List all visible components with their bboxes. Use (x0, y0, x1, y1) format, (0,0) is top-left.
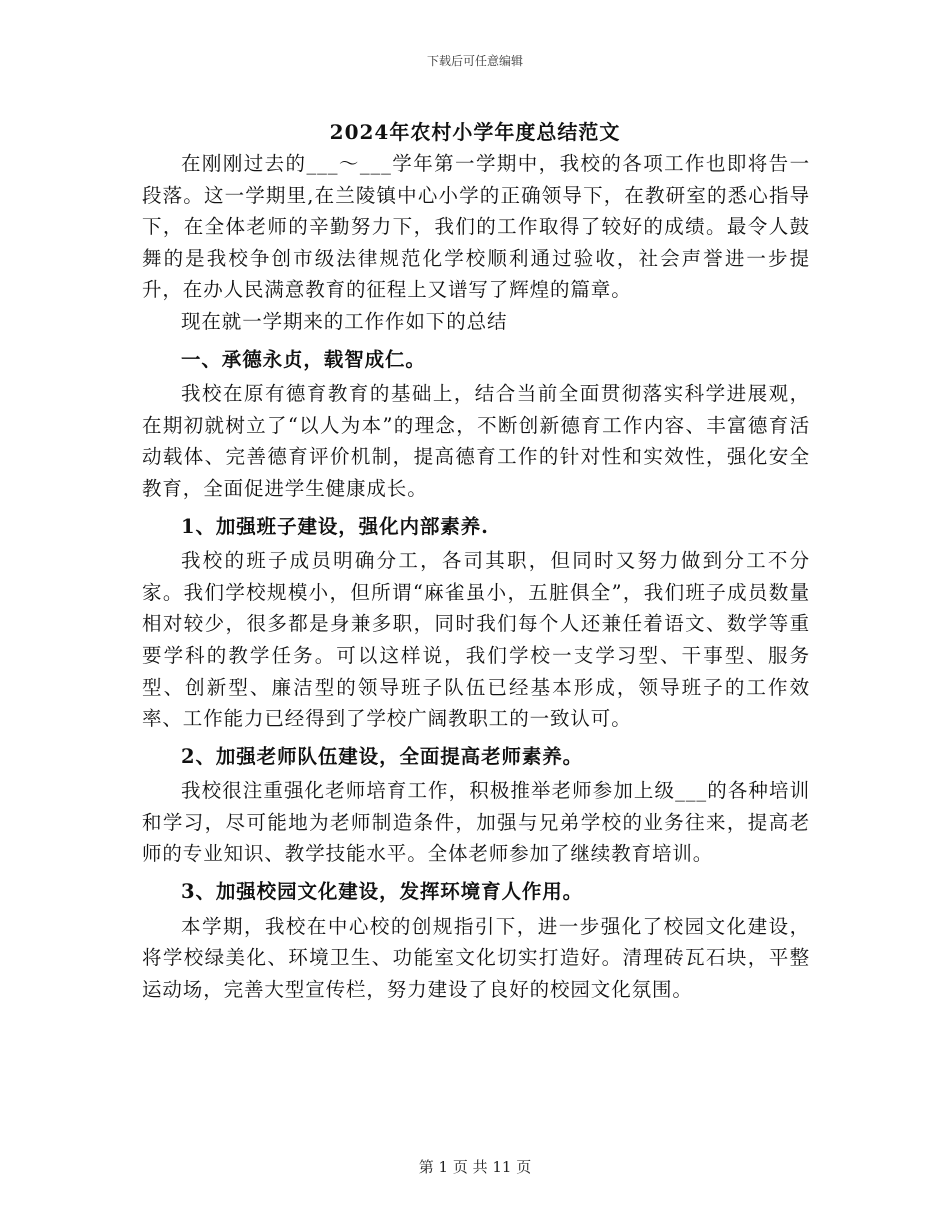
campus-culture-paragraph: 本学期，我校在中心校的创规指引下，进一步强化了校园文化建设，将学校绿美化、环境卫生、功能室文化切实打造好。清理砖瓦石块，平整运动场，完善大型宣传栏，努力建设了良好的校园文化氛围。 (142, 914, 810, 1001)
page-number: 第 1 页 共 11 页 (418, 1158, 532, 1176)
section-heading-moral-education: 一、承德永贞，载智成仁。 (181, 347, 426, 371)
document-title: 2024年农村小学年度总结范文 (329, 120, 621, 144)
moral-education-paragraph: 我校在原有德育教育的基础上，结合当前全面贯彻落实科学进展观，在期初就树立了“以人为本”的理念，不断创新德育工作内容、丰富德育活动载体、完善德育评价机制，提高德育工作的针对性和实效性，强化安全教育，全面促进学生健康成长。 (142, 382, 810, 500)
document-body (142, 148, 810, 1005)
header-note: 下载后可任意编辑 (426, 54, 523, 68)
subsection-heading-campus-culture: 3、加强校园文化建设，发挥环境育人作用。 (181, 880, 584, 904)
leadership-paragraph: 我校的班子成员明确分工，各司其职，但同时又努力做到分工不分家。我们学校规模小，但所谓“麻雀虽小，五脏俱全”，我们班子成员数量相对较少，很多都是身兼多职，同时我们每个人还兼任着语文、数学等重要学科的教学任务。可以这样说，我们学校一支学习型、干事型、服务型、创新型、廉洁型的领导班子队伍已经基本形成，领导班子的工作效率、工作能力已经得到了学校广阔教职工的一致认可。 (142, 549, 810, 731)
subsection-heading-teacher-team: 2、加强老师队伍建设，全面提高老师素养。 (181, 744, 584, 768)
intro-paragraph: 在刚刚过去的___～___学年第一学期中，我校的各项工作也即将告一段落。这一学期里,在兰陵镇中心小学的正确领导下，在教研室的悉心指导下，在全体老师的辛勤努力下，我们的工作取得了较好的成绩。最令人鼓舞的是我校争创市级法律规范化学校顺利通过验收，社会声誉进一步提升，在办人民满意教育的征程上又谱写了辉煌的篇章。 (142, 152, 810, 302)
subsection-heading-leadership: 1、加强班子建设，强化内部素养. (181, 514, 489, 538)
summary-lead-paragraph: 现在就一学期来的工作作如下的总结 (181, 309, 508, 333)
teacher-team-paragraph: 我校很注重强化老师培育工作，积极推举老师参加上级___的各种培训和学习，尽可能地为老师制造条件，加强与兄弟学校的业务往来，提高老师的专业知识、教学技能水平。全体老师参加了继续教育培训。 (142, 779, 810, 866)
